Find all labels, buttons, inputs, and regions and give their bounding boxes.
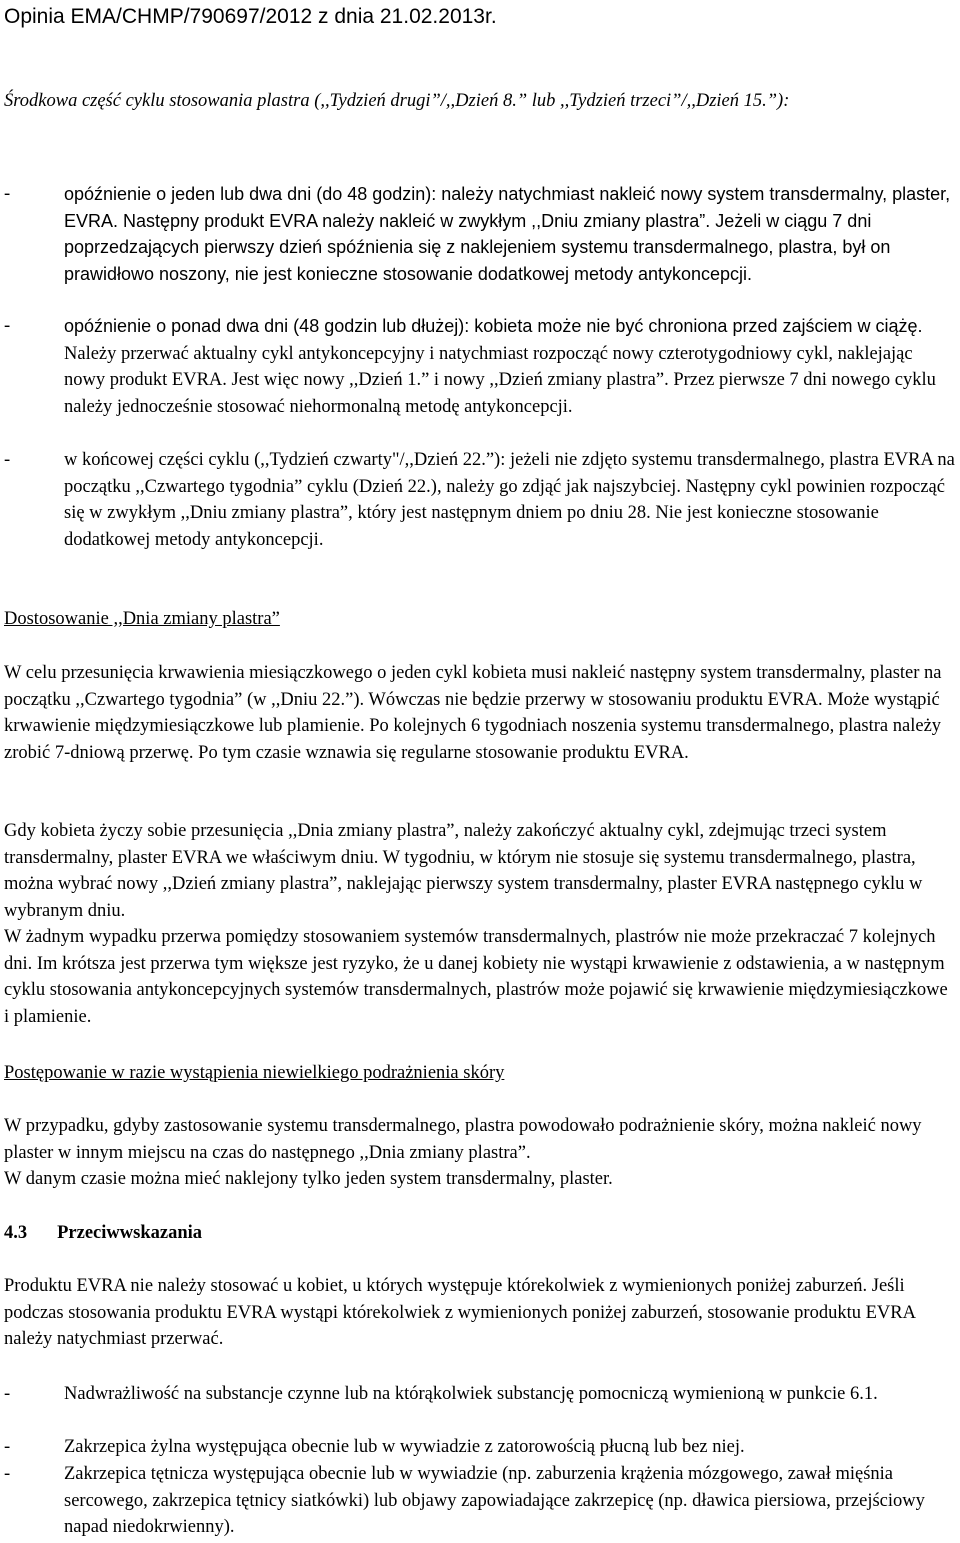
list-dash: - — [4, 1384, 11, 1404]
list-item-text: Nadwrażliwość na substancje czynne lub na którąkolwiek substancję pomocniczą wymienioną w punkcie 6.1. — [64, 1384, 878, 1404]
adjust-paragraph-2: Gdy kobieta życzy sobie przesunięcia ,,Dnia zmiany plastra”, należy zakończyć aktualny cykl, zdejmując trzeci system transdermalny, plaster EVRA we właściwym dniu. W tygodniu, w którym nie stosuje się systemu transdermalnego, plastra, można wybrać nowy ,,Dzień zmiany plastra”, naklejając pierwszy system transdermalny, plaster EVRA następnego cyklu w wybranym dniu. — [4, 821, 923, 921]
list-item-text: Zakrzepica tętnicza występująca obecnie lub w wywiadzie (np. zaburzenia krążenia mózgowego, zawał mięśnia sercowego, zakrzepica tętnicy siatkówki) lub objawy zapowiadające zakrzepicę (np. dławica piersiowa, przejściowy napad niedokrwienny). — [64, 1464, 925, 1537]
list-item-delay-over-2-days — [4, 313, 956, 420]
list-item-text-serif: Należy przerwać aktualny cykl antykoncepcyjny i natychmiast rozpocząć nowy czterotygodniowy cykl, naklejając nowy produkt EVRA. Jest więc nowy ,,Dzień 1.” i nowy ,,Dzień zmiany plastra”. Przez pierwsze 7 dni nowego cyklu należy jednocześnie stosować niehormonalną metodę antykoncepcji. — [64, 343, 936, 417]
adjust-paragraph-1: W celu przesunięcia krwawienia miesiączkowego o jeden cykl kobieta musi nakleić następny system transdermalny, plaster na początku ,,Czwartego tygodnia” (w ,,Dniu 22.”). Wówczas nie będzie przerwy w stosowaniu produktu EVRA. Może wystąpić krwawienie międzymiesiączkowe lub plamienie. Po kolejnych 6 tygodniach noszenia systemu transdermalnego, plastra należy zrobić 7-dniową przerwę. Po tym czasie wznawia się regularne stosowanie produktu EVRA. — [4, 663, 942, 763]
list-item-text-wrapper — [64, 313, 956, 420]
skin-irritation-paragraph-2: W danym czasie można mieć naklejony tylko jeden system transdermalny, plaster. — [4, 1169, 613, 1189]
list-item-text-sans: opóźnienie o ponad dwa dni (48 godzin lub dłużej): kobieta może nie być chroniona przed zajściem w ciążę. — [64, 316, 923, 336]
list-item-end-of-cycle — [4, 447, 956, 553]
section-number: 4.3 — [4, 1223, 28, 1243]
list-item-delay-1-2-days — [4, 181, 956, 287]
list-item-venous-thrombosis — [4, 1434, 956, 1461]
list-item-text: w końcowej części cyklu (,,Tydzień czwarty"/,,Dzień 22.”): jeżeli nie zdjęto systemu transdermalnego, plastra EVRA na początku ,,Czwartego tygodnia” cyklu (Dzień 22.), należy go zdjąć jak najszybciej. Następny cykl powinien rozpocząć się w zwykłym ,,Dniu zmiany plastra”, który jest następnym dniem po dniu 28. Nie jest konieczne stosowanie dodatkowej metody antykoncepcji. — [64, 450, 955, 550]
contraindications-intro: Produktu EVRA nie należy stosować u kobiet, u których występuje którekolwiek z wymienionych poniżej zaburzeń. Jeśli podczas stosowania produktu EVRA wystąpi którekolwiek z wymienionych poniżej zaburzeń, stosowanie produktu EVRA należy natychmiast przerwać. — [4, 1276, 915, 1349]
skin-irritation-paragraph-1: W przypadku, gdyby zastosowanie systemu transdermalnego, plastra powodowało podrażnienie skóry, można nakleić nowy plaster w innym miejscu na czas do następnego ,,Dnia zmiany plastra”. — [4, 1116, 922, 1163]
section-heading-4-3 — [4, 1220, 956, 1247]
list-item-text: opóźnienie o jeden lub dwa dni (do 48 godzin): należy natychmiast nakleić nowy system transdermalny, plaster, EVRA. Następny produkt EVRA należy nakleić w zwykłym ,,Dniu zmiany plastra”. Jeżeli w ciągu 7 dni poprzedzających pierwszy dzień spóźnienia się z naklejeniem systemu transdermalnego, plastra, był on prawidłowo noszony, nie jest konieczne stosowanie dodatkowej metody antykoncepcji. — [64, 184, 951, 284]
adjust-paragraph-3: W żadnym wypadku przerwa pomiędzy stosowaniem systemów transdermalnych, plastrów nie może przekraczać 7 kolejnych dni. Im krótsza jest przerwa tym większe jest ryzyko, że u danej kobiety nie wystąpi krwawienie z odstawienia, a w następnym cyklu stosowania antykoncepcyjnych systemów transdermalnych, plastrów może pojawić się krwawienie międzymiesiączkowe i plamienie. — [4, 927, 948, 1027]
list-dash: - — [4, 450, 11, 470]
section-title: Przeciwwskazania — [57, 1223, 203, 1243]
list-item-text: Zakrzepica żylna występująca obecnie lub w wywiadzie z zatorowością płucną lub bez niej. — [64, 1437, 745, 1457]
list-item-arterial-thrombosis — [4, 1461, 956, 1541]
mid-cycle-heading: Środkowa część cyklu stosowania plastra (,,Tydzień drugi”/,,Dzień 8.” lub ,,Tydzień trzeci”/,,Dzień 15.”): — [4, 91, 790, 111]
list-dash: - — [4, 184, 11, 204]
list-dash: - — [4, 1464, 11, 1484]
list-item-hypersensitivity — [4, 1381, 956, 1408]
document-header: Opinia EMA/CHMP/790697/2012 z dnia 21.02.2013r. — [4, 5, 497, 28]
list-dash: - — [4, 316, 11, 336]
skin-irritation-heading: Postępowanie w razie wystąpienia niewielkiego podrażnienia skóry — [4, 1063, 505, 1083]
adjust-change-day-heading: Dostosowanie ,,Dnia zmiany plastra” — [4, 609, 280, 629]
list-dash: - — [4, 1437, 11, 1457]
